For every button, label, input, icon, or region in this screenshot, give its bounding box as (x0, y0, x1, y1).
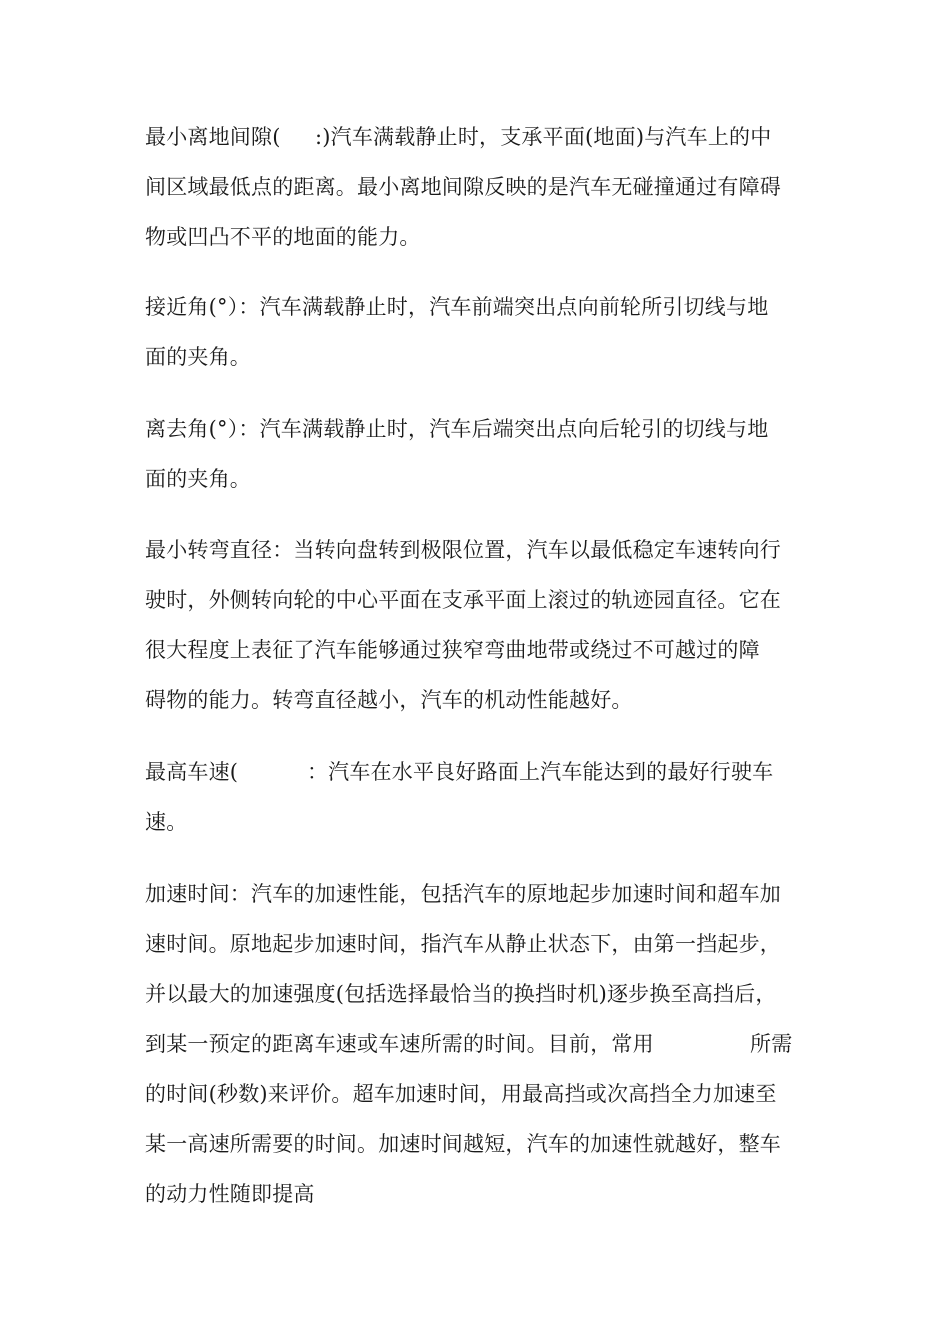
text-line: 的动力性随即提高 (145, 1182, 315, 1206)
text-line: 最高车速( ：汽车在水平良好路面上汽车能达到的最好行驶车 (145, 760, 774, 784)
text-line: 最小离地间隙( :)汽车满载静止时，支承平面(地面)与汽车上的中 (145, 125, 772, 149)
text-line: 最小转弯直径：当转向盘转到极限位置，汽车以最低稳定车速转向行 (145, 538, 781, 562)
text-line: 离去角(°）：汽车满载静止时，汽车后端突出点向后轮引的切线与地 (145, 417, 769, 441)
text-line: 到某一预定的距离车速或车速所需的时间。目前，常用 所需 (145, 1032, 793, 1056)
text-line: 某一高速所需要的时间。加速时间越短，汽车的加速性就越好，整车 (145, 1132, 781, 1156)
text-line: 碍物的能力。转弯直径越小，汽车的机动性能越好。 (145, 688, 633, 712)
text-line: 面的夹角。 (145, 345, 251, 369)
text-line: 的时间(秒数)来评价。超车加速时间，用最高挡或次高挡全力加速至 (145, 1082, 777, 1106)
text-line: 面的夹角。 (145, 467, 251, 491)
text-line: 很大程度上表征了汽车能够通过狭窄弯曲地带或绕过不可越过的障 (145, 638, 760, 662)
text-line: 接近角(°）：汽车满载静止时，汽车前端突出点向前轮所引切线与地 (145, 295, 769, 319)
text-line: 驶时，外侧转向轮的中心平面在支承平面上滚过的轨迹园直径。它在 (145, 588, 781, 612)
text-line: 速。 (145, 810, 188, 834)
text-line: 间区域最低点的距离。最小离地间隙反映的是汽车无碰撞通过有障碍 (145, 175, 781, 199)
text-line: 速时间。原地起步加速时间，指汽车从静止状态下，由第一挡起步， (145, 932, 781, 956)
text-line: 物或凹凸不平的地面的能力。 (145, 225, 421, 249)
text-line: 加速时间：汽车的加速性能，包括汽车的原地起步加速时间和超车加 (145, 882, 781, 906)
text-line: 并以最大的加速强度(包括选择最恰当的换挡时机)逐步换至高挡后， (145, 982, 777, 1006)
